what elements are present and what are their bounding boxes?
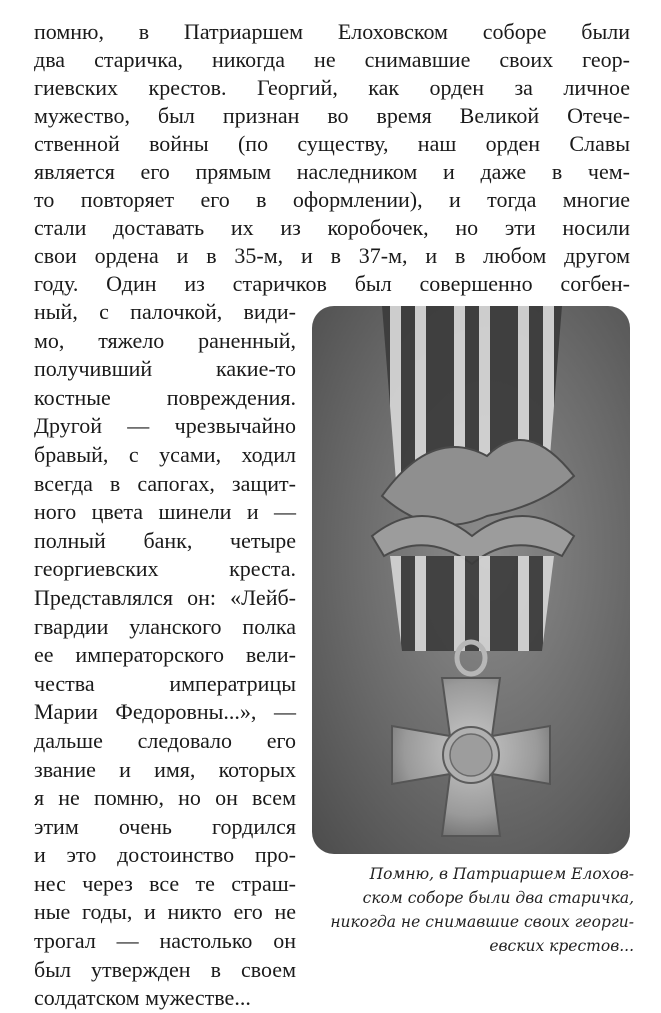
text-line: был утвержден в своем xyxy=(34,956,296,982)
text-line: ный, с палочкой, види- xyxy=(34,299,296,324)
text-line: всегда в сапогах, защит- xyxy=(34,470,296,496)
text-line: бравый, с усами, ходил xyxy=(34,441,296,467)
text-line: ного цвета шинели и — xyxy=(34,499,296,525)
text-line: георгиевских креста. xyxy=(34,556,296,582)
text-line: Другой — чрезвычайно xyxy=(34,413,296,439)
text-line: костные повреждения. xyxy=(34,384,296,410)
text-line: ее императорского вели- xyxy=(34,642,296,668)
text-line: я не помню, но он всем xyxy=(34,785,296,811)
text-line: году. Один из старичков был совершенно согбен- xyxy=(34,271,630,296)
text-line: гиевских крестов. Георгий, как орден за личное xyxy=(34,75,630,100)
text-line: Марии Федоровны...», — xyxy=(34,699,296,725)
medal-photo xyxy=(312,306,630,854)
text-line: гвардии уланского полка xyxy=(34,613,296,639)
caption-line: евских крестов... xyxy=(489,937,634,955)
text-line: Представлялся он: «Лейб- xyxy=(34,584,296,610)
text-line: получивший какие-то xyxy=(34,356,296,382)
text-line: мо, тяжело раненный, xyxy=(34,327,296,353)
st-george-cross-icon xyxy=(312,306,630,854)
text-line: ные годы, и никто его не xyxy=(34,899,296,925)
caption-line: никогда не снимавшие своих георги- xyxy=(330,913,634,931)
text-line: то повторяет его в оформлении), и тогда многие xyxy=(34,187,630,212)
text-line: солдатском мужестве... xyxy=(34,985,251,1011)
text-line: и это достоинство про- xyxy=(34,842,296,868)
text-line: два старичка, никогда не снимавшие своих геор- xyxy=(34,47,630,72)
body-text-full-width xyxy=(34,18,630,298)
text-line: помню, в Патриаршем Елоховском соборе были xyxy=(34,19,630,44)
text-line: нес через все те страш- xyxy=(34,870,296,896)
text-line: является его прямым наследником и даже в чем- xyxy=(34,159,630,184)
text-line: полный банк, четыре xyxy=(34,527,296,553)
text-line: этим очень гордился xyxy=(34,813,296,839)
text-line: стали доставать их из коробочек, но эти носили xyxy=(34,215,630,240)
text-line: дальше следовало его xyxy=(34,727,296,753)
text-line: ственной войны (по существу, наш орден Славы xyxy=(34,131,630,156)
text-line: чества императрицы xyxy=(34,670,296,696)
caption-line: Помню, в Патриаршем Елохов- xyxy=(369,865,634,883)
body-text-column xyxy=(34,298,296,1013)
text-line: звание и имя, которых xyxy=(34,756,296,782)
text-line: свои ордена и в 35-м, и в 37-м, и в любом другом xyxy=(34,243,630,268)
text-line: мужество, был признан во время Великой Отече- xyxy=(34,103,630,128)
text-line: трогал — настолько он xyxy=(34,928,296,954)
caption-line: ском соборе были два старичка, xyxy=(362,889,634,907)
photo-caption xyxy=(300,862,634,958)
